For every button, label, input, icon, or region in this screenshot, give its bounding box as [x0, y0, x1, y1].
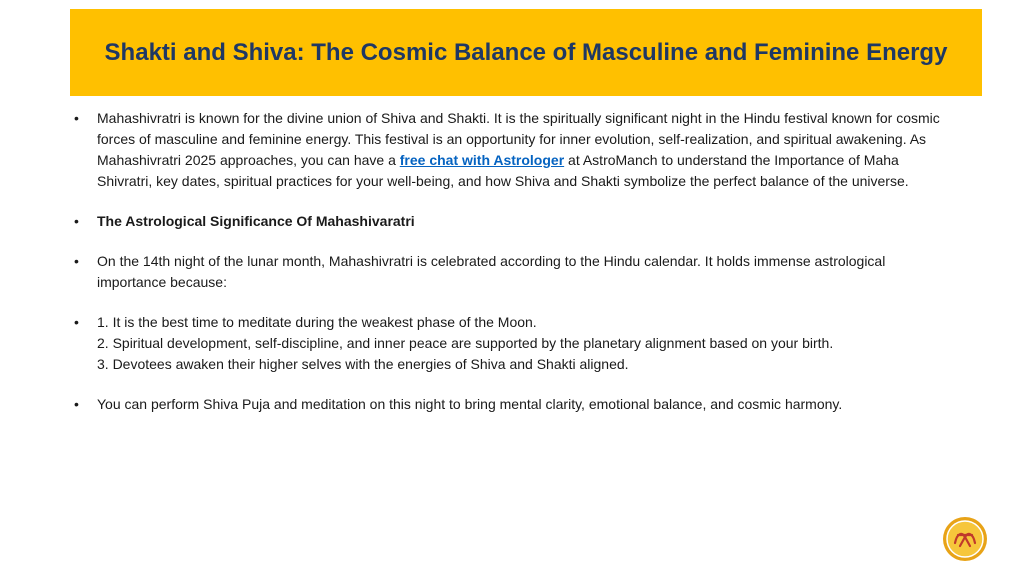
closing-paragraph: You can perform Shiva Puja and meditation on this night to bring mental clarity, emotional balance, and cosmic harmony. [97, 396, 843, 412]
lunar-paragraph: On the 14th night of the lunar month, Mahashivratri is celebrated according to the Hindu calendar. It holds immense astrological importance because: [97, 253, 886, 290]
bullet-closing [74, 394, 954, 415]
intro-text-after-link: at AstroManch to understand the Importance of Maha Shivratri, key dates, spiritual practices for your well-being, and how Shiva and Shakti symbolize the perfect balance of the universe. [97, 152, 909, 189]
bullet-intro [74, 108, 954, 192]
bullet-marker: • [74, 110, 79, 126]
reason-item: 2. Spiritual development, self-discipline, and inner peace are supported by the planetary alignment based on your birth. [97, 335, 834, 351]
intro-paragraph [97, 108, 954, 192]
content-body [74, 108, 954, 434]
title-banner [70, 9, 982, 96]
bullet-marker: • [74, 253, 79, 269]
reason-item: 3. Devotees awaken their higher selves with the energies of Shiva and Shakti aligned. [97, 356, 629, 372]
bullet-heading [74, 211, 954, 232]
page-title: Shakti and Shiva: The Cosmic Balance of Masculine and Feminine Energy [104, 39, 948, 66]
reason-item: 1. It is the best time to meditate during the weakest phase of the Moon. [97, 314, 537, 330]
intro-text-before-link: Mahashivratri is known for the divine union of Shiva and Shakti. It is the spiritually significant night in the Hindu festival known for cosmic forces of masculine and feminine energy. This festival is an opportunity for inner evolution, self-realization, and spiritual awakening. As Mahashivratri 2025 approaches, you can have a [97, 110, 940, 168]
bullet-lunar [74, 251, 954, 293]
bullet-reasons [74, 312, 954, 375]
bullet-marker: • [74, 396, 79, 412]
reasons-list [97, 312, 954, 375]
bullet-marker: • [74, 213, 79, 229]
bullet-marker: • [74, 314, 79, 330]
free-chat-astrologer-link[interactable]: free chat with Astrologer [399, 152, 565, 168]
astromanch-logo-icon [942, 516, 988, 562]
section-heading: The Astrological Significance Of Mahashivaratri [97, 213, 415, 229]
